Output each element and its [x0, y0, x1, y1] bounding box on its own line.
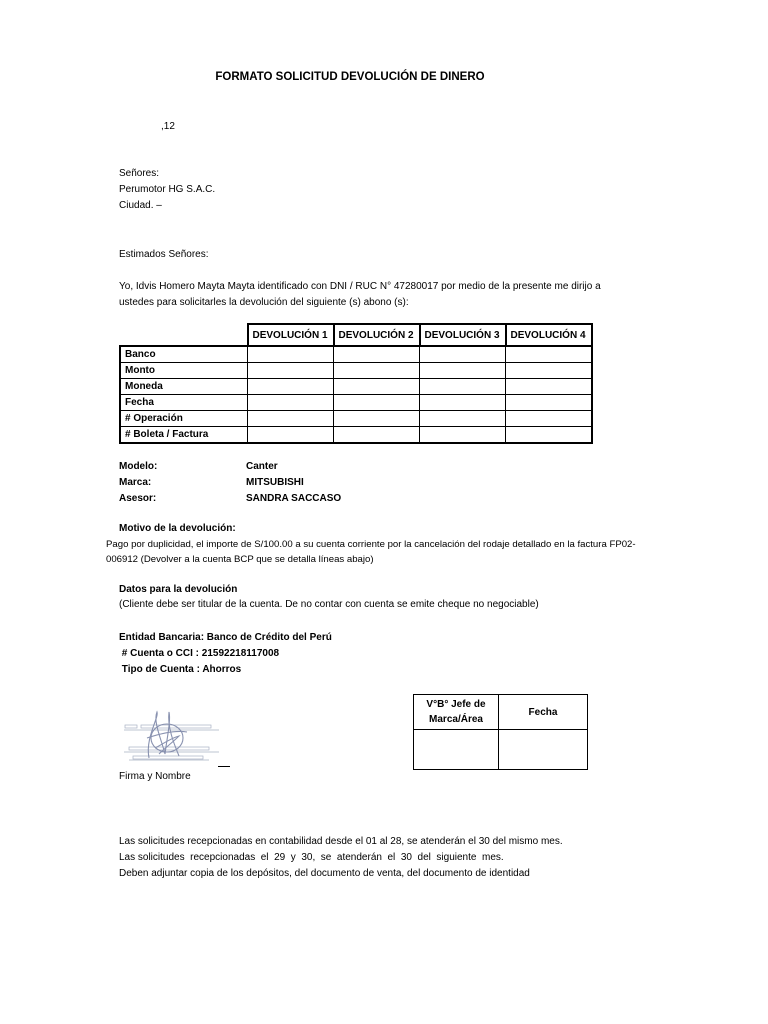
col-header-devolucion-1: DEVOLUCIÓN 1: [248, 324, 334, 346]
table-row: [120, 379, 592, 395]
table-cell[interactable]: [248, 395, 334, 411]
row-label-fecha: Fecha: [120, 395, 248, 411]
signature-label: Firma y Nombre: [119, 771, 191, 782]
table-cell[interactable]: [248, 411, 334, 427]
bank-block: [119, 630, 332, 678]
reason-line: 006912 (Devolver a la cuenta BCP que se detalla líneas abajo): [106, 554, 374, 565]
table-cell[interactable]: [420, 363, 506, 379]
table-cell[interactable]: [420, 346, 506, 363]
col-header-devolucion-3: DEVOLUCIÓN 3: [420, 324, 506, 346]
intro-line: ustedes para solicitarles la devolución del siguiente (s) abono (s):: [119, 297, 409, 308]
table-cell[interactable]: [334, 427, 420, 444]
footer-notes: [119, 834, 563, 882]
approval-cell[interactable]: [499, 730, 588, 770]
table-cell[interactable]: [506, 395, 593, 411]
table-cell[interactable]: [334, 379, 420, 395]
approval-header-line: Marca/Área: [429, 714, 483, 725]
table-cell[interactable]: [420, 427, 506, 444]
table-cell[interactable]: [420, 379, 506, 395]
table-cell[interactable]: [506, 411, 593, 427]
recipient-line: Ciudad. –: [119, 200, 162, 211]
refund-data-note: (Cliente debe ser titular de la cuenta. De no contar con cuenta se emite cheque no negociable): [119, 599, 539, 610]
reason-heading: Motivo de la devolución:: [119, 523, 236, 534]
table-cell[interactable]: [334, 411, 420, 427]
approval-header-vb: [414, 695, 499, 730]
footer-line: Deben adjuntar copia de los depósitos, del documento de venta, del documento de identidad: [119, 868, 530, 879]
table-row: [120, 363, 592, 379]
table-cell[interactable]: [248, 379, 334, 395]
approval-header-fecha: Fecha: [499, 695, 588, 730]
table-row: [120, 395, 592, 411]
greeting: Estimados Señores:: [119, 249, 209, 260]
vehicle-label-asesor: Asesor:: [119, 493, 157, 504]
refund-table: [119, 323, 593, 444]
table-cell[interactable]: [334, 346, 420, 363]
footer-line: Las solicitudes recepcionadas en contabilidad desde el 01 al 28, se atenderán el 30 del mismo mes.: [119, 836, 563, 847]
reason-line: Pago por duplicidad, el importe de S/100.00 a su cuenta corriente por la cancelación del rodaje detallado en la factura FP02-: [106, 539, 636, 550]
bank-entity: Entidad Bancaria: Banco de Crédito del Perú: [119, 632, 332, 643]
vehicle-label-modelo: Modelo:: [119, 461, 158, 472]
recipient-block: [119, 166, 215, 214]
refund-table-header-row: [120, 324, 592, 346]
date-line: ,12: [161, 121, 175, 132]
row-label-operacion: # Operación: [120, 411, 248, 427]
recipient-line: Perumotor HG S.A.C.: [119, 184, 216, 195]
intro-line: Yo, Idvis Homero Mayta Mayta identificado con DNI / RUC N° 47280017 por medio de la presente me dirijo a: [119, 281, 601, 292]
approval-header-row: [414, 695, 588, 730]
table-row: [120, 346, 592, 363]
signature-stamp-image: [119, 708, 229, 770]
table-cell[interactable]: [506, 346, 593, 363]
footer-line: Las solicitudes recepcionadas el 29 y 30, se atenderán el 30 del siguiente mes.: [119, 852, 504, 863]
approval-entry-row: [414, 730, 588, 770]
vehicle-value-asesor: SANDRA SACCASO: [246, 493, 342, 504]
intro-paragraph: [119, 279, 601, 311]
table-cell[interactable]: [334, 363, 420, 379]
table-cell[interactable]: [248, 427, 334, 444]
table-cell[interactable]: [420, 411, 506, 427]
vehicle-values: [246, 459, 341, 507]
signature-line: [218, 766, 230, 767]
table-cell[interactable]: [506, 379, 593, 395]
row-label-moneda: Moneda: [120, 379, 248, 395]
row-label-banco: Banco: [120, 346, 248, 363]
table-row: [120, 411, 592, 427]
refund-data-heading: Datos para la devolución: [119, 584, 238, 595]
approval-table: [413, 694, 588, 770]
row-label-monto: Monto: [120, 363, 248, 379]
table-cell[interactable]: [506, 363, 593, 379]
row-label-boleta-factura: # Boleta / Factura: [120, 427, 248, 444]
bank-account: # Cuenta o CCI : 21592218117008: [119, 648, 280, 659]
document-title: FORMATO SOLICITUD DEVOLUCIÓN DE DINERO: [215, 71, 485, 83]
vehicle-value-marca: MITSUBISHI: [246, 477, 304, 488]
table-row: [120, 427, 592, 444]
table-cell[interactable]: [420, 395, 506, 411]
table-cell[interactable]: [506, 427, 593, 444]
col-header-devolucion-4: DEVOLUCIÓN 4: [506, 324, 593, 346]
bank-account-type: Tipo de Cuenta : Ahorros: [119, 664, 242, 675]
table-cell[interactable]: [334, 395, 420, 411]
reason-text: [106, 537, 636, 567]
table-cell[interactable]: [248, 346, 334, 363]
table-corner: [120, 324, 248, 346]
col-header-devolucion-2: DEVOLUCIÓN 2: [334, 324, 420, 346]
approval-header-line: V°B° Jefe de: [426, 699, 486, 710]
table-cell[interactable]: [248, 363, 334, 379]
vehicle-labels: [119, 459, 157, 507]
recipient-line: Señores:: [119, 168, 160, 179]
approval-cell[interactable]: [414, 730, 499, 770]
vehicle-value-modelo: Canter: [246, 461, 278, 472]
vehicle-label-marca: Marca:: [119, 477, 152, 488]
